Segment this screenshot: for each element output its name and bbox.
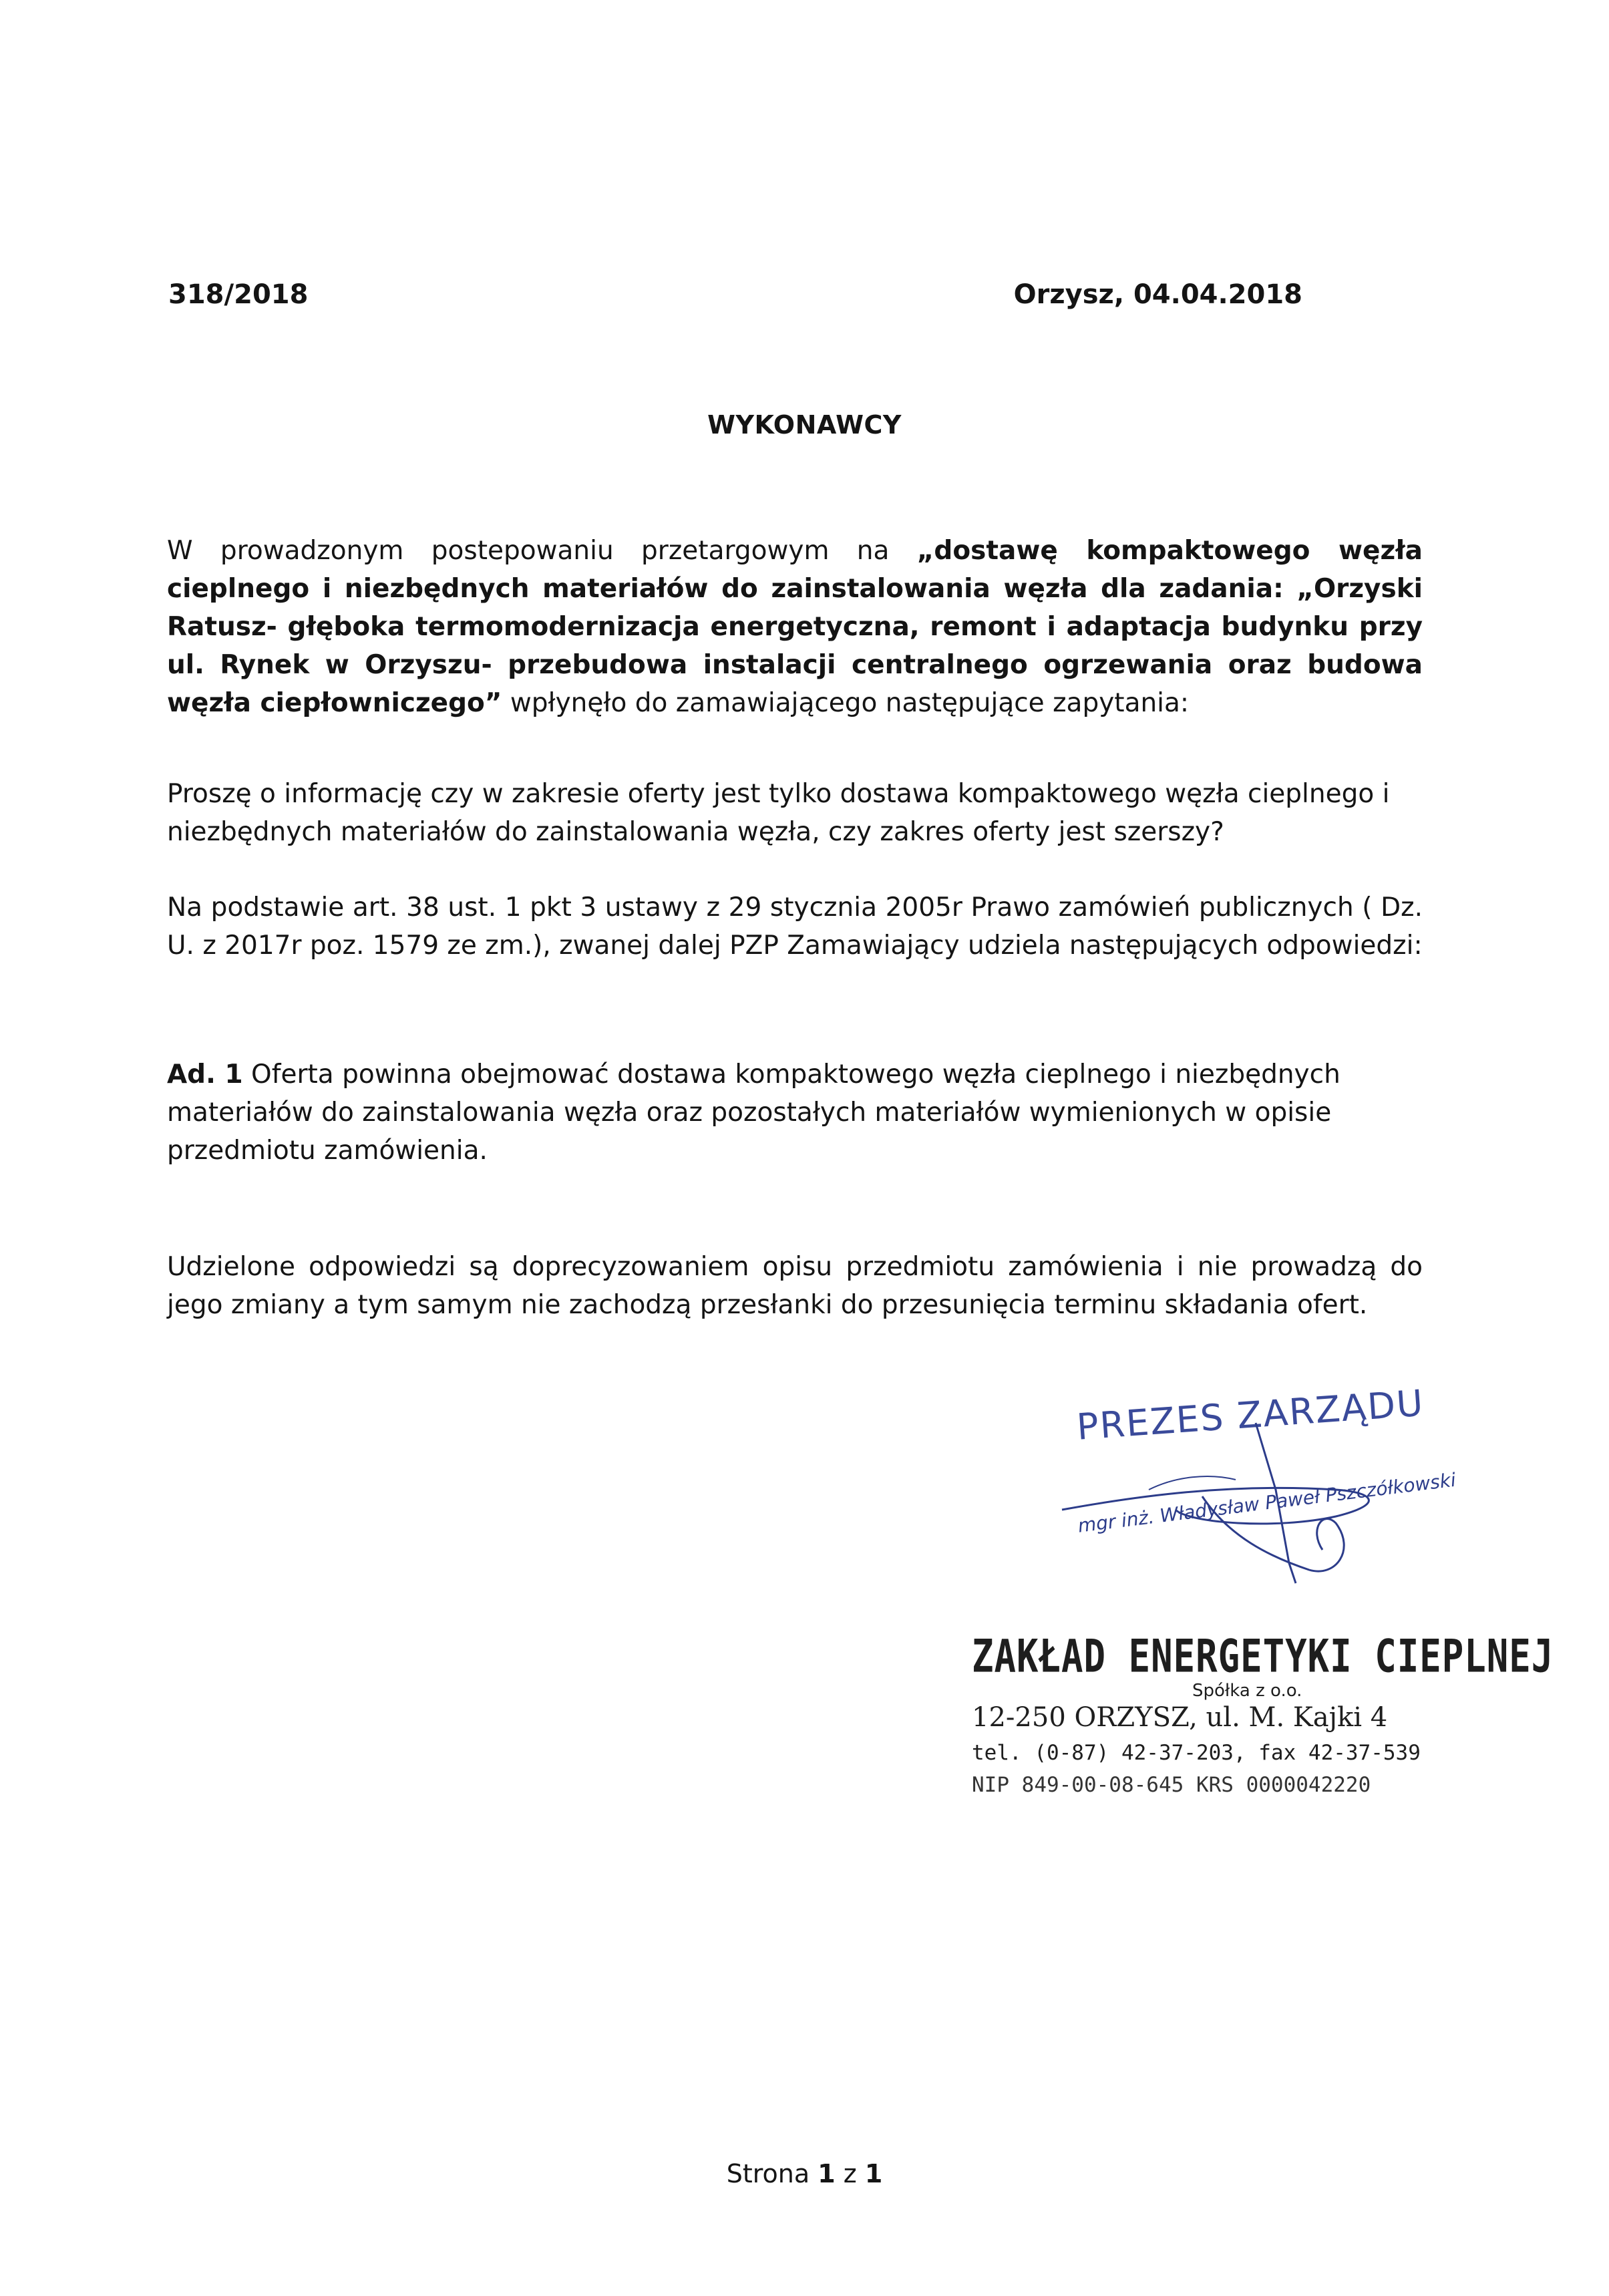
company-phone: tel. (0-87) 42-37-203, fax 42-37-539 (972, 1741, 1421, 1765)
company-legal-form: Spółka z o.o. (1192, 1681, 1302, 1701)
current-page: 1 (818, 2159, 836, 2188)
conclusion-paragraph: Udzielone odpowiedzi są doprecyzowaniem opisu przedmiotu zamówienia i nie prowadzą do jego zmiany a tym samym nie zachodzą przesłanki do przesunięcia terminu składania ofert. (167, 1252, 1423, 1320)
intro-tail: wpłynęło do zamawiającego następujące zapytania: (502, 688, 1190, 718)
legal-basis-paragraph: Na podstawie art. 38 ust. 1 pkt 3 ustawy z 29 stycznia 2005r Prawo zamówień publicznych ( Dz. U. z 2017r poz. 1579 ze zm.), zwanej dalej PZP Zamawiający udziela następujących odpowiedzi: (167, 892, 1423, 961)
intro-lead: W prowadzonym postepowaniu przetargowym na (167, 536, 917, 566)
addressee-title: WYKONAWCY (707, 410, 902, 440)
company-stamp (972, 1630, 1554, 1797)
page-prefix: Strona (726, 2159, 818, 2188)
reference-number: 318/2018 (168, 279, 309, 310)
signatory-name: mgr inż. Władysław Paweł Pszczółkowski (1077, 1468, 1457, 1537)
answer-label: Ad. 1 (167, 1059, 243, 1090)
place-and-date: Orzysz, 04.04.2018 (1013, 279, 1302, 310)
intro-subject: „dostawę kompaktowego węzła cieplnego i niezbędnych materiałów do zainstalowania węzła dla zadania: „Orzyski Ratusz- głęboka termomodernizacja energetyczna, remont i adaptacja budynku przy ul. Rynek w Orzyszu- przebudowa instalacji centralnego ogrzewania oraz budowa węzła ciepłowniczego” (167, 536, 1423, 718)
question-paragraph: Proszę o informację czy w zakresie oferty jest tylko dostawa kompaktowego węzła cieplnego i niezbędnych materiałów do zainstalowania węzła, czy zakres oferty jest szerszy? (167, 779, 1390, 847)
company-name: ZAKŁAD ENERGETYKI CIEPLNEJ (972, 1630, 1554, 1683)
answer-text: Oferta powinna obejmować dostawa kompaktowego węzła cieplnego i niezbędnych materiałów do zainstalowania węzła oraz pozostałych materiałów wymienionych w opisie przedmiotu zamówienia. (167, 1059, 1340, 1166)
company-ids: NIP 849-00-08-645 KRS 0000042220 (972, 1773, 1371, 1797)
page-number (0, 2159, 1609, 2188)
page-separator: z (835, 2159, 865, 2188)
total-pages: 1 (864, 2159, 883, 2188)
answer-paragraph (167, 1055, 1423, 1170)
signature-stamp-title: PREZES ZARZĄDU (1075, 1381, 1426, 1448)
company-address: 12-250 ORZYSZ, ul. M. Kajki 4 (972, 1702, 1388, 1733)
intro-paragraph (167, 532, 1423, 722)
